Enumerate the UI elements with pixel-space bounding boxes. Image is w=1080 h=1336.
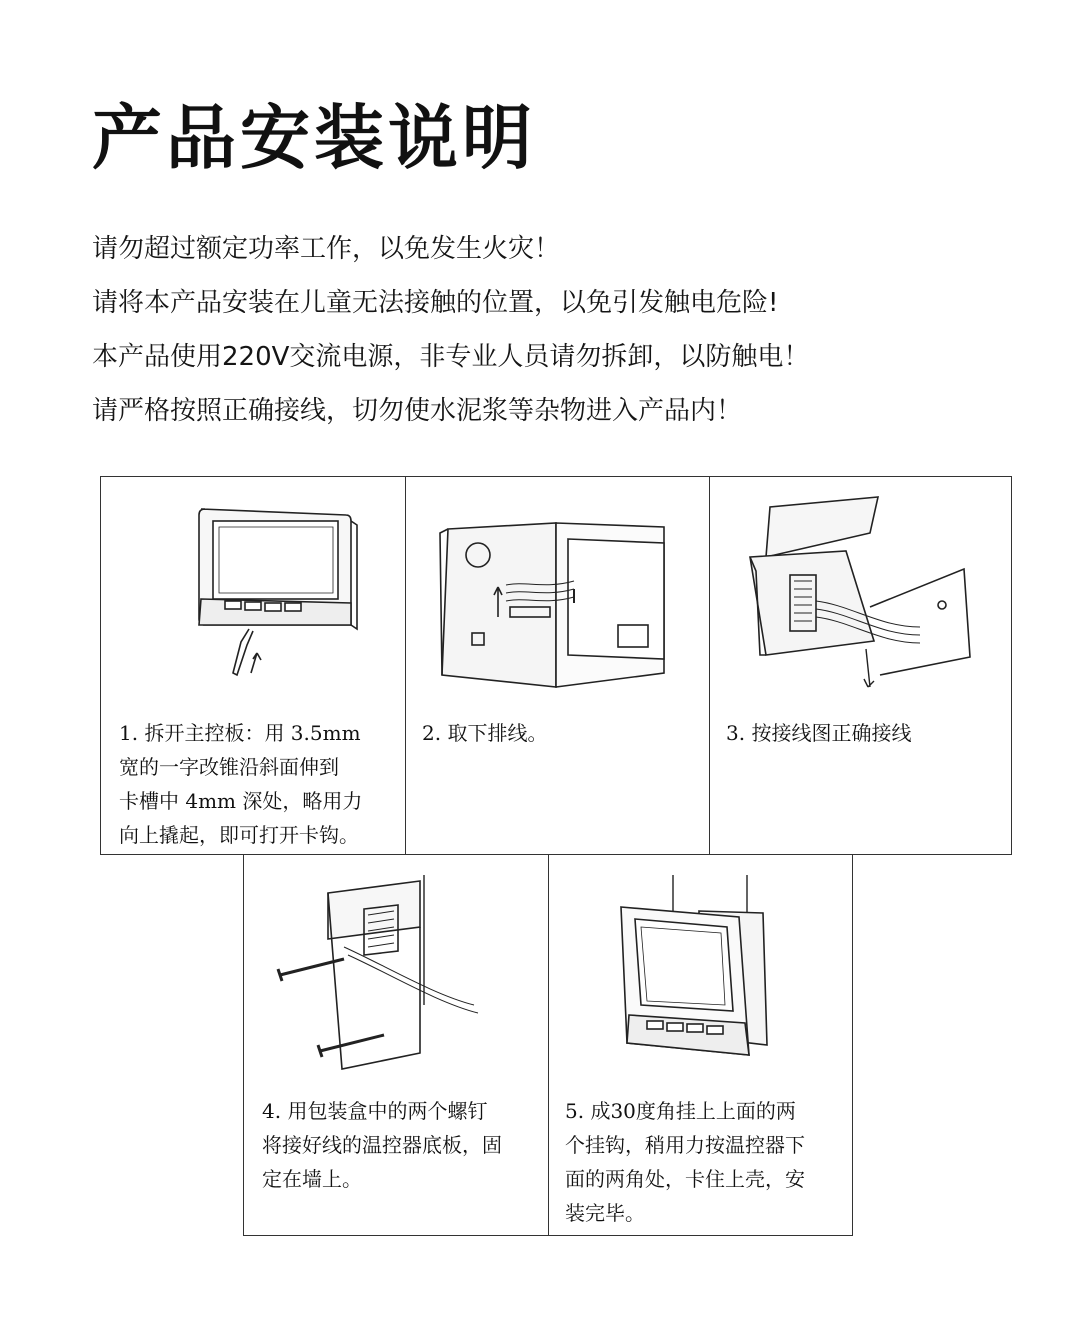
- hang-cover-illustration: [549, 855, 853, 1085]
- warning-line: 请将本产品安装在儿童无法接触的位置，以免引发触电危险!: [92, 288, 779, 318]
- step-cell-1: [101, 477, 405, 854]
- warning-list: [92, 222, 809, 438]
- step-text-2: 2. 取下排线。: [422, 721, 548, 745]
- warning-line: 请勿超过额定功率工作，以免发生火灾！: [92, 234, 561, 264]
- steps-row-bottom: [243, 855, 853, 1236]
- remove-cable-illustration: [406, 477, 710, 707]
- step-cell-4: [244, 855, 548, 1235]
- warning-line: 请严格按照正确接线，切勿使水泥浆等杂物进入产品内！: [92, 396, 743, 426]
- step-cell-5: [548, 855, 852, 1235]
- step-text-3: 3. 按接线图正确接线: [726, 721, 912, 745]
- step-text-4: 4. 用包装盒中的两个螺钉 将接好线的温控器底板，固 定在墙上。: [262, 1099, 502, 1191]
- step-cell-3: [709, 477, 1013, 854]
- steps-row-top: [100, 476, 1012, 855]
- wiring-illustration: [710, 477, 1014, 707]
- open-panel-illustration: [101, 477, 405, 707]
- step-cell-2: [405, 477, 709, 854]
- page-title: 产品安装说明: [92, 97, 536, 179]
- mount-base-illustration: [244, 855, 548, 1085]
- step-text-5: 5. 成30度角挂上上面的两 个挂钩，稍用力按温控器下 面的两角处，卡住上壳，安 装完毕。: [565, 1099, 805, 1225]
- step-text-1: 1. 拆开主控板：用 3.5mm 宽的一字改锥沿斜面伸到 卡槽中 4mm 深处，略用力 向上撬起，即可打开卡钩。: [119, 721, 363, 847]
- warning-line: 本产品使用220V交流电源，非专业人员请勿拆卸，以防触电！: [92, 342, 810, 372]
